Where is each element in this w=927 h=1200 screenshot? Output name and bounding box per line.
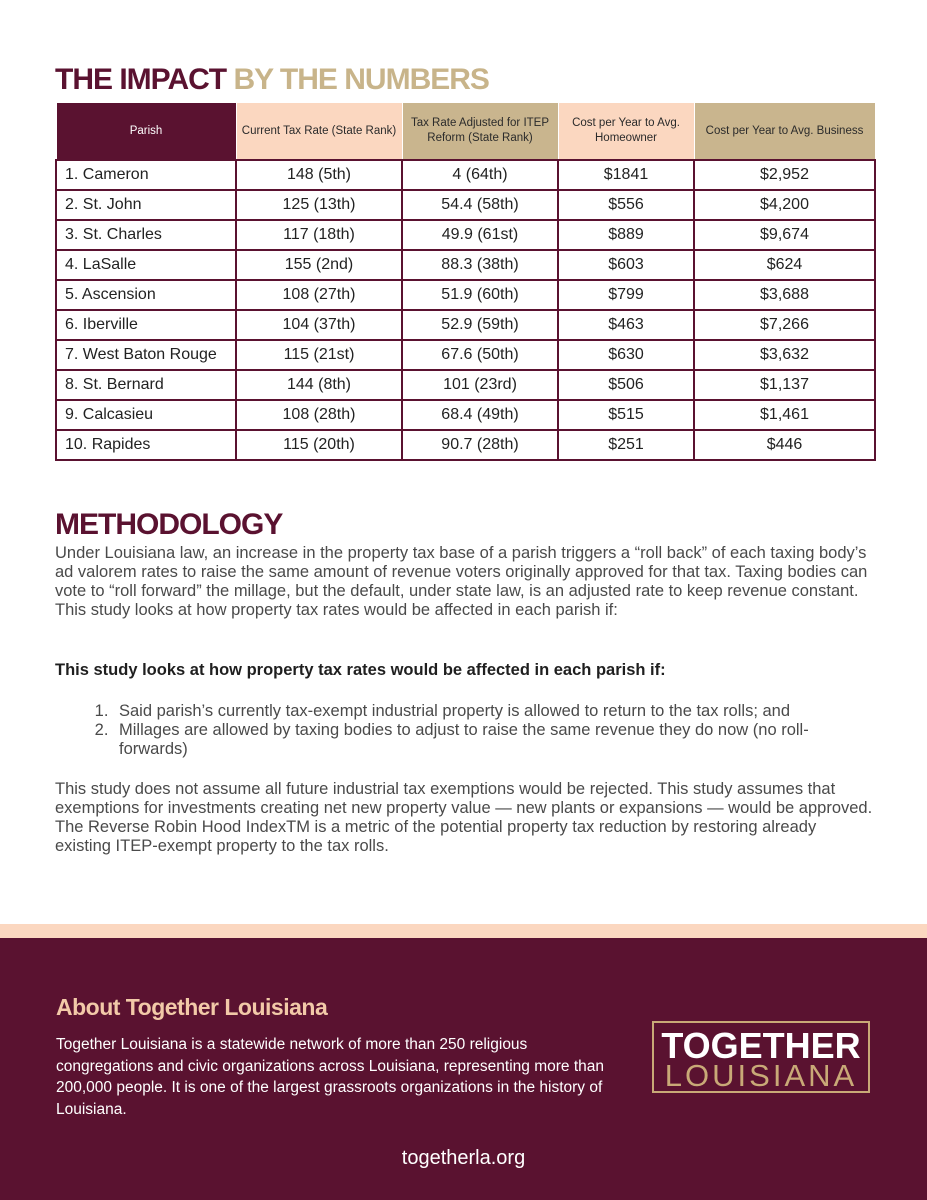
cell-parish: 10. Rapides [56,430,236,460]
cell-adjusted-rate: 52.9 (59th) [402,310,558,340]
cell-parish: 6. Iberville [56,310,236,340]
methodology-closing: This study does not assume all future industrial tax exemptions would be rejected. This study assumes that exemptions for investments creating net new property value — new plants or expansions — would be approved. The Reverse Robin Hood IndexTM is a metric of the potential property tax reduction by restoring already existing ITEP-exempt property to the tax rolls. [55,780,873,855]
list-item: 1. Said parish’s currently tax-exempt industrial property is allowed to return to the tax rolls; and [113,702,875,721]
cell-adjusted-rate: 49.9 (61st) [402,220,558,250]
cell-homeowner-cost: $556 [558,190,694,220]
cell-adjusted-rate: 51.9 (60th) [402,280,558,310]
cell-business-cost: $9,674 [694,220,875,250]
cell-homeowner-cost: $630 [558,340,694,370]
cell-business-cost: $7,266 [694,310,875,340]
cell-adjusted-rate: 101 (23rd) [402,370,558,400]
cell-homeowner-cost: $463 [558,310,694,340]
table-row [56,250,875,280]
cell-parish: 5. Ascension [56,280,236,310]
header-homeowner-cost: Cost per Year to Avg. Homeowner [558,103,694,161]
cell-parish: 3. St. Charles [56,220,236,250]
cell-current-rate: 117 (18th) [236,220,402,250]
header-business-cost: Cost per Year to Avg. Business [694,103,875,161]
cell-parish: 9. Calcasieu [56,400,236,430]
cell-current-rate: 144 (8th) [236,370,402,400]
table-row [56,400,875,430]
cell-adjusted-rate: 67.6 (50th) [402,340,558,370]
cell-business-cost: $1,461 [694,400,875,430]
cell-business-cost: $446 [694,430,875,460]
table-row [56,310,875,340]
cell-parish: 7. West Baton Rouge [56,340,236,370]
cell-business-cost: $3,688 [694,280,875,310]
cell-current-rate: 155 (2nd) [236,250,402,280]
cell-homeowner-cost: $251 [558,430,694,460]
header-current-rate: Current Tax Rate (State Rank) [236,103,402,161]
cell-parish: 8. St. Bernard [56,370,236,400]
table-row [56,280,875,310]
cell-business-cost: $2,952 [694,160,875,190]
footer-accent-strip [0,924,927,938]
title-part-impact: THE IMPACT [55,63,227,96]
table-row [56,160,875,190]
methodology-list [55,702,875,759]
cell-current-rate: 148 (5th) [236,160,402,190]
header-adjusted-rate: Tax Rate Adjusted for ITEP Reform (State Rank) [402,103,558,161]
cell-current-rate: 115 (21st) [236,340,402,370]
cell-current-rate: 115 (20th) [236,430,402,460]
website-link[interactable]: togetherla.org [401,1147,526,1169]
about-title: About Together Louisiana [56,994,328,1020]
cell-adjusted-rate: 4 (64th) [402,160,558,190]
cell-homeowner-cost: $799 [558,280,694,310]
cell-business-cost: $624 [694,250,875,280]
together-louisiana-logo [652,1021,870,1093]
cell-current-rate: 108 (27th) [236,280,402,310]
cell-homeowner-cost: $506 [558,370,694,400]
cell-current-rate: 125 (13th) [236,190,402,220]
cell-homeowner-cost: $603 [558,250,694,280]
cell-parish: 2. St. John [56,190,236,220]
cell-adjusted-rate: 88.3 (38th) [402,250,558,280]
cell-adjusted-rate: 54.4 (58th) [402,190,558,220]
cell-parish: 1. Cameron [56,160,236,190]
header-parish: Parish [56,103,236,161]
table-row [56,190,875,220]
table-header-row [56,103,875,161]
page-title [55,62,489,98]
cell-adjusted-rate: 90.7 (28th) [402,430,558,460]
cell-business-cost: $1,137 [694,370,875,400]
methodology-intro: Under Louisiana law, an increase in the property tax base of a parish triggers a “roll back” of each taxing body’s ad valorem rates to raise the same amount of revenue voters originally approved for that tax. Taxing bodies can vote to “roll forward” the millage, but the default, under state law, is an adjusted rate to keep revenue constant. This study looks at how property tax rates would be affected in each parish if: [55,544,868,619]
cell-business-cost: $4,200 [694,190,875,220]
cell-adjusted-rate: 68.4 (49th) [402,400,558,430]
logo-text-together: TOGETHER [661,1025,861,1066]
cell-homeowner-cost: $1841 [558,160,694,190]
table-row [56,220,875,250]
logo-text-louisiana: LOUISIANA [664,1058,858,1093]
cell-homeowner-cost: $889 [558,220,694,250]
methodology-bold-line: This study looks at how property tax rates would be affected in each parish if: [55,661,666,679]
cell-parish: 4. LaSalle [56,250,236,280]
title-part-numbers: BY THE NUMBERS [226,63,489,96]
cell-current-rate: 108 (28th) [236,400,402,430]
table-row [56,430,875,460]
cell-business-cost: $3,632 [694,340,875,370]
table-row [56,370,875,400]
methodology-title: METHODOLOGY [55,508,283,541]
cell-current-rate: 104 (37th) [236,310,402,340]
about-text: Together Louisiana is a statewide network of more than 250 religious congregations and civic organizations across Louisiana, representing more than 200,000 people. It is one of the largest grassroots organizations in the history of Louisiana. [56,1036,604,1118]
table-row [56,340,875,370]
impact-table [55,102,876,461]
cell-homeowner-cost: $515 [558,400,694,430]
list-item: 2. Millages are allowed by taxing bodies to adjust to raise the same revenue they do now (no roll-forwards) [113,721,875,759]
